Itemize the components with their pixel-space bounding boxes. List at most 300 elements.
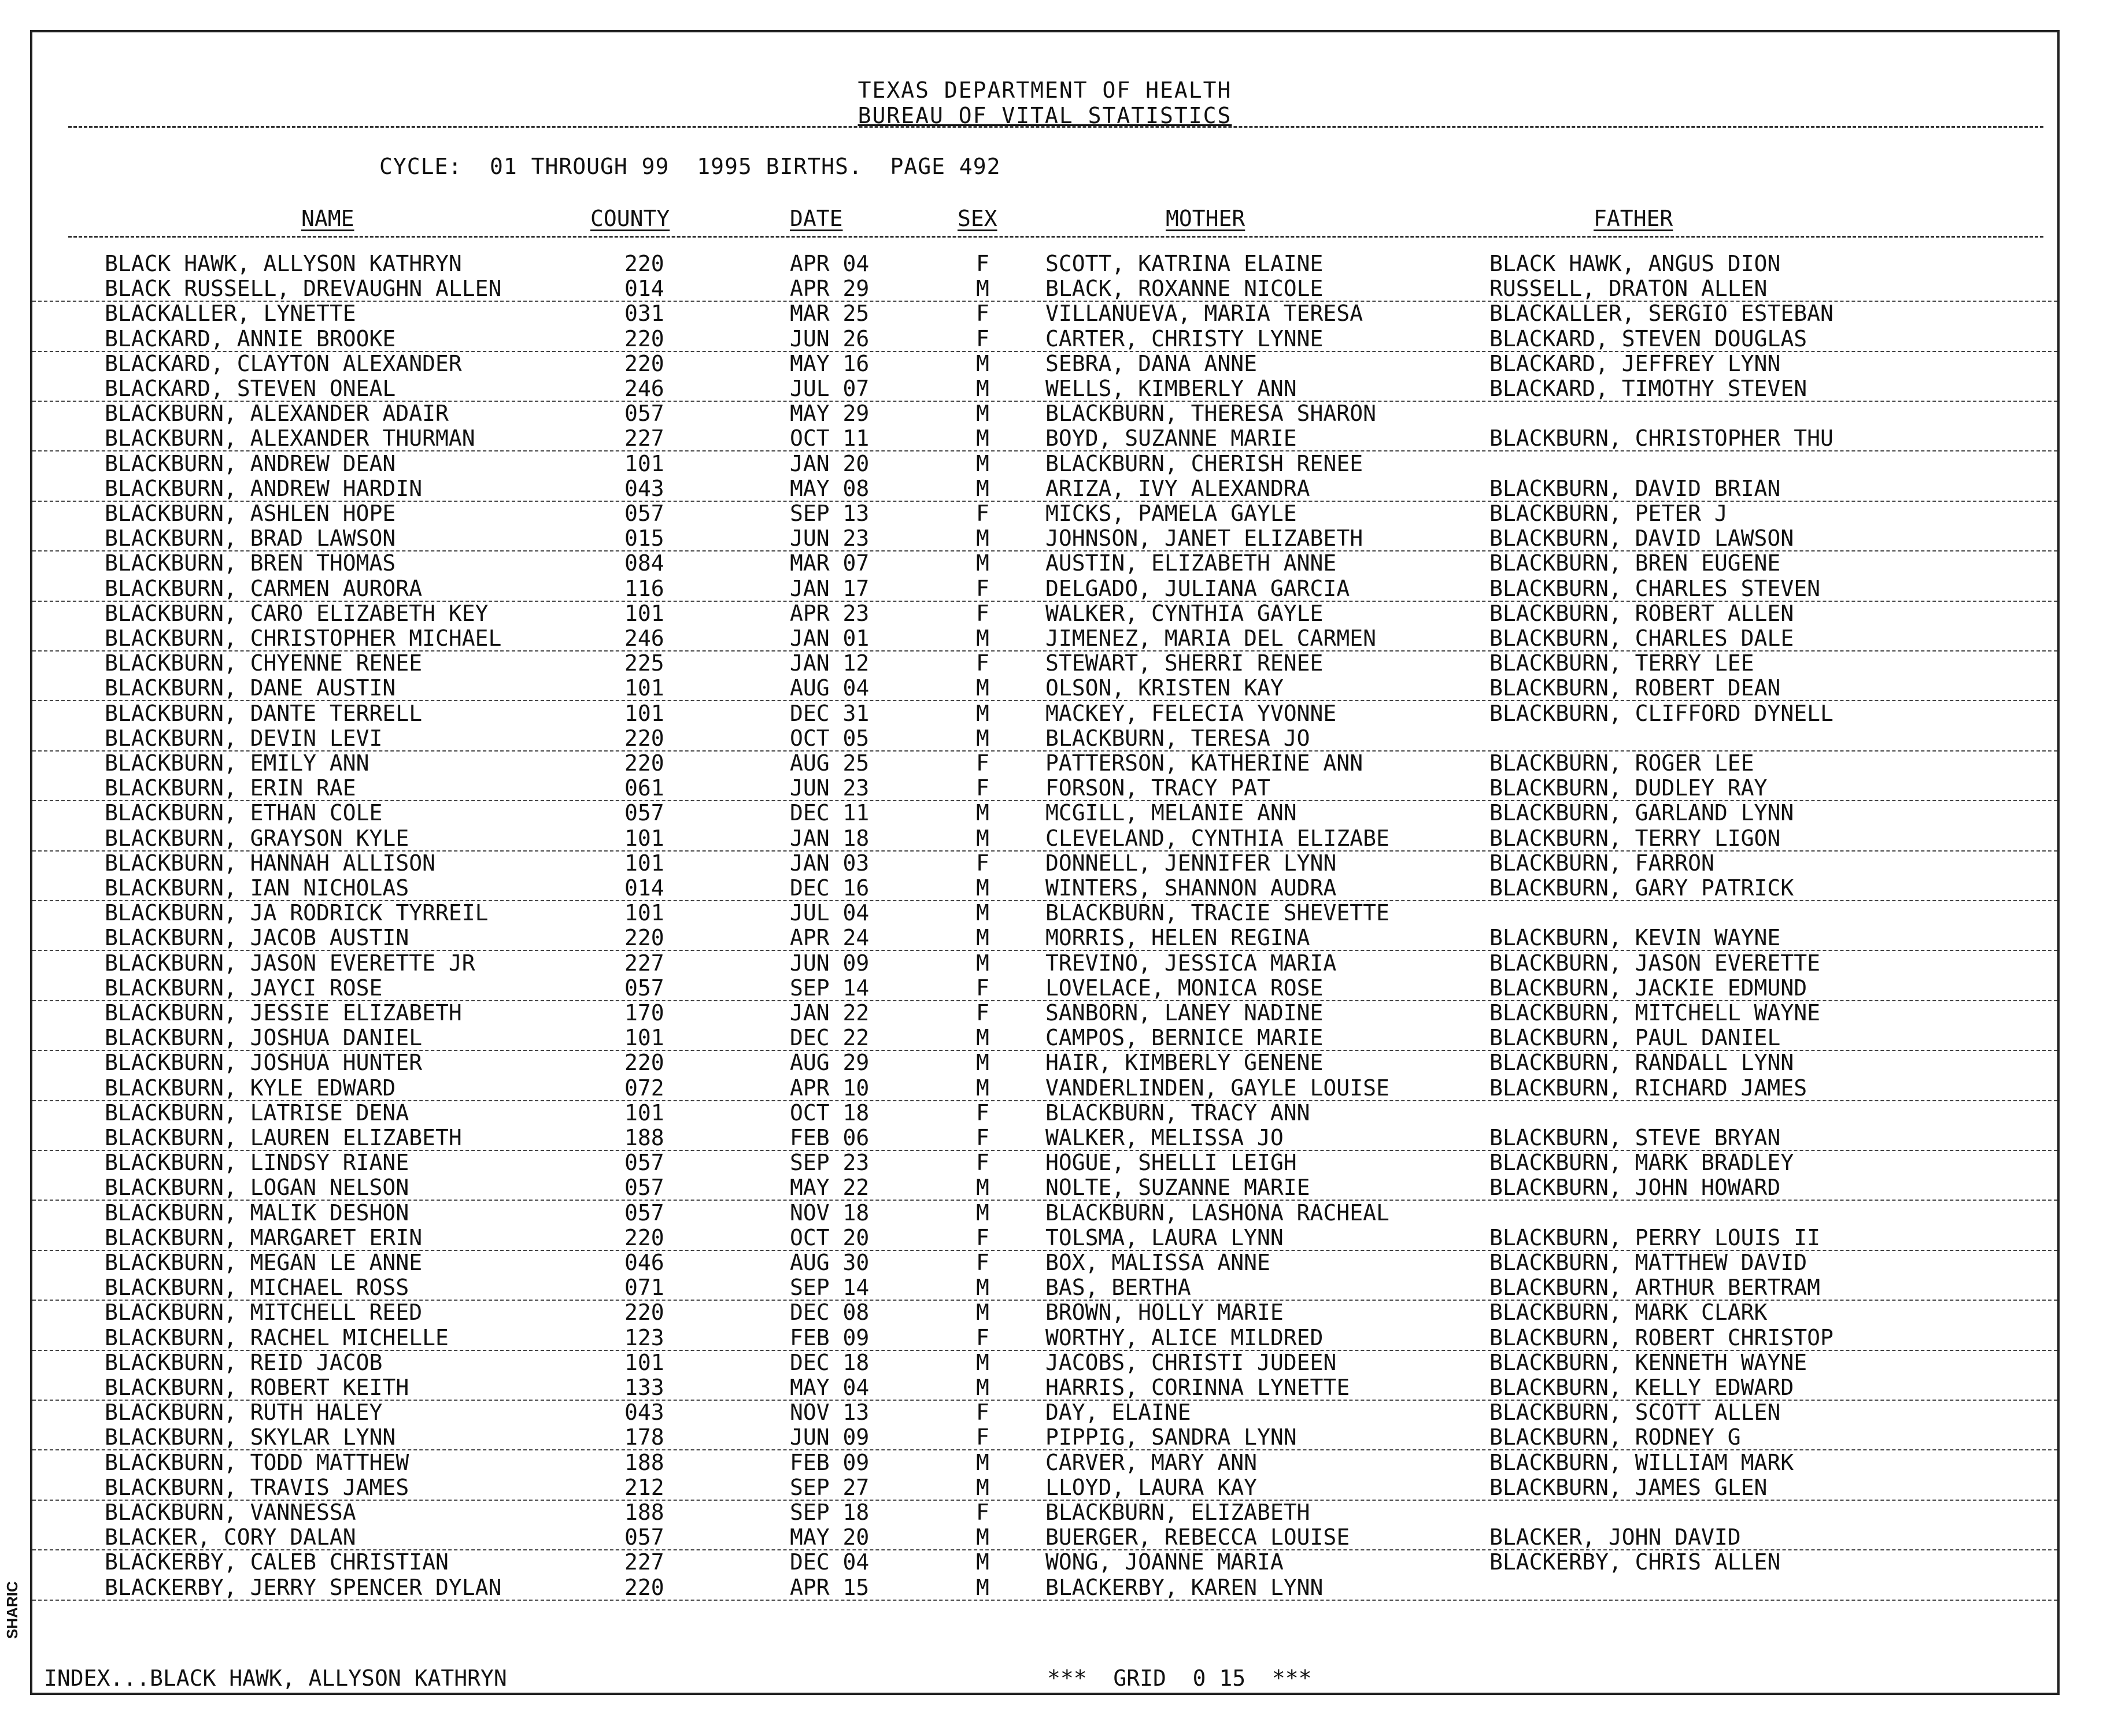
cell-mother: WONG, JOANNE MARIA [1045, 1549, 1284, 1575]
cell-name: BLACKBURN, LATRISE DENA [105, 1100, 409, 1126]
cell-name: BLACKBURN, CARMEN AURORA [105, 575, 423, 601]
cell-county: 212 [624, 1474, 664, 1500]
cell-father: BLACKBURN, JOHN HOWARD [1489, 1175, 1781, 1201]
cell-date: JAN 12 [790, 650, 870, 676]
cell-name: BLACKBURN, KYLE EDWARD [105, 1075, 396, 1101]
cell-date: NOV 13 [790, 1400, 870, 1426]
cell-name: BLACKBURN, ETHAN COLE [105, 800, 383, 826]
table-row [32, 1350, 2057, 1375]
cell-county: 043 [624, 475, 664, 501]
cell-father: BLACKBURN, BREN EUGENE [1489, 550, 1781, 576]
cell-father: BLACKBURN, ROGER LEE [1489, 750, 1754, 776]
cell-father: BLACKBURN, CLIFFORD DYNELL [1489, 700, 1834, 726]
table-row [32, 326, 2057, 352]
cell-sex: M [976, 925, 989, 951]
cell-father: BLACKBURN, PERRY LOUIS II [1489, 1224, 1820, 1250]
table-row [32, 1200, 2057, 1225]
cell-name: BLACKBURN, MICHAEL ROSS [105, 1275, 409, 1301]
cell-mother: WORTHY, ALICE MILDRED [1045, 1324, 1324, 1350]
table-row [32, 425, 2057, 451]
table-row [32, 1125, 2057, 1151]
cell-mother: PIPPIG, SANDRA LYNN [1045, 1424, 1297, 1450]
cell-father: BLACKBURN, KEVIN WAYNE [1489, 925, 1781, 951]
cell-county: 220 [624, 750, 664, 776]
cell-father: BLACKBURN, ROBERT CHRISTOP [1489, 1324, 1834, 1350]
cell-name: BLACKBURN, ALEXANDER THURMAN [105, 425, 475, 451]
cell-mother: FORSON, TRACY PAT [1045, 775, 1270, 801]
table-row [32, 1400, 2057, 1424]
cell-sex: F [976, 301, 989, 327]
cell-mother: BLACKERBY, KAREN LYNN [1045, 1574, 1324, 1600]
cell-father: BLACKBURN, ROBERT ALLEN [1489, 600, 1794, 626]
cell-name: BLACKBURN, ERIN RAE [105, 775, 356, 801]
cell-date: JUL 04 [790, 900, 870, 926]
cell-date: APR 15 [790, 1574, 870, 1600]
cell-father: BLACKBURN, KELLY EDWARD [1489, 1375, 1794, 1400]
cell-county: 101 [624, 450, 664, 476]
table-row [32, 1150, 2057, 1175]
cell-county: 188 [624, 1125, 664, 1150]
cell-sex: M [976, 800, 989, 826]
cell-date: JAN 17 [790, 575, 870, 601]
cell-mother: TOLSMA, LAURA LYNN [1045, 1224, 1284, 1250]
cell-father: BLACKARD, JEFFREY LYNN [1489, 350, 1781, 376]
index-line: INDEX...BLACK HAWK, ALLYSON KATHRYN [44, 1665, 507, 1691]
cell-date: SEP 13 [790, 501, 870, 526]
cell-county: 101 [624, 600, 664, 626]
table-row [32, 601, 2057, 625]
cell-name: BLACKBURN, JASON EVERETTE JR [105, 950, 475, 976]
cell-mother: WALKER, MELISSA JO [1045, 1125, 1284, 1150]
cell-mother: LOVELACE, MONICA ROSE [1045, 975, 1324, 1001]
cell-name: BLACKBURN, JA RODRICK TYRREIL [105, 900, 489, 926]
table-row [32, 1175, 2057, 1201]
cell-name: BLACK RUSSELL, DREVAUGHN ALLEN [105, 276, 502, 302]
cell-mother: VILLANUEVA, MARIA TERESA [1045, 301, 1363, 327]
cell-sex: F [976, 775, 989, 801]
table-row [32, 726, 2057, 752]
cell-name: BLACKBURN, LINDSY RIANE [105, 1150, 409, 1176]
cell-father: BLACKBURN, CHARLES DALE [1489, 625, 1794, 651]
cell-father: BLACK HAWK, ANGUS DION [1489, 251, 1781, 276]
cell-date: MAY 04 [790, 1375, 870, 1400]
cell-date: OCT 20 [790, 1224, 870, 1250]
cell-mother: OLSON, KRISTEN KAY [1045, 675, 1284, 701]
cell-date: DEC 31 [790, 700, 870, 726]
cell-sex: F [976, 575, 989, 601]
cell-father: BLACKBURN, RODNEY G [1489, 1424, 1741, 1450]
cell-sex: F [976, 650, 989, 676]
cell-county: 220 [624, 325, 664, 351]
cell-name: BLACKBURN, MITCHELL REED [105, 1300, 423, 1326]
cell-sex: F [976, 1224, 989, 1250]
table-row [32, 1050, 2057, 1075]
cell-mother: JIMENEZ, MARIA DEL CARMEN [1045, 625, 1376, 651]
cell-date: MAY 16 [790, 350, 870, 376]
cell-date: AUG 04 [790, 675, 870, 701]
cell-name: BLACKBURN, REID JACOB [105, 1349, 383, 1375]
cell-mother: TREVINO, JESSICA MARIA [1045, 950, 1337, 976]
cell-sex: M [976, 1275, 989, 1301]
cell-mother: BROWN, HOLLY MARIE [1045, 1300, 1284, 1326]
cell-date: JUL 07 [790, 376, 870, 401]
cell-sex: M [976, 725, 989, 751]
cell-mother: HAIR, KIMBERLY GENENE [1045, 1050, 1324, 1076]
cell-father: BLACKBURN, PETER J [1489, 501, 1728, 526]
cell-county: 084 [624, 550, 664, 576]
agency-title: TEXAS DEPARTMENT OF HEALTH [857, 77, 1232, 103]
cell-mother: MACKEY, FELECIA YVONNE [1045, 700, 1337, 726]
cell-father: BLACKBURN, MARK BRADLEY [1489, 1150, 1794, 1176]
table-row [32, 276, 2057, 302]
cell-name: BLACKBURN, CARO ELIZABETH KEY [105, 600, 489, 626]
table-row [32, 376, 2057, 402]
cell-father: BLACKBURN, DAVID LAWSON [1489, 525, 1794, 551]
cell-sex: F [976, 750, 989, 776]
cell-mother: WINTERS, SHANNON AUDRA [1045, 875, 1337, 901]
cell-mother: STEWART, SHERRI RENEE [1045, 650, 1324, 676]
cell-county: 246 [624, 625, 664, 651]
cell-county: 220 [624, 925, 664, 951]
cell-date: FEB 09 [790, 1449, 870, 1475]
cell-mother: DELGADO, JULIANA GARCIA [1045, 575, 1350, 601]
cell-name: BLACKERBY, JERRY SPENCER DYLAN [105, 1574, 502, 1600]
cell-date: DEC 04 [790, 1549, 870, 1575]
cell-sex: F [976, 501, 989, 526]
cell-sex: M [976, 1050, 989, 1076]
cell-county: 057 [624, 975, 664, 1001]
cell-date: FEB 09 [790, 1324, 870, 1350]
cell-mother: ARIZA, IVY ALEXANDRA [1045, 475, 1310, 501]
cell-date: JUN 09 [790, 950, 870, 976]
column-header-date: DATE [790, 206, 843, 231]
cell-county: 057 [624, 401, 664, 427]
table-row [32, 750, 2057, 775]
cell-name: BLACKARD, CLAYTON ALEXANDER [105, 350, 462, 376]
cell-mother: HOGUE, SHELLI LEIGH [1045, 1150, 1297, 1176]
cell-name: BLACKBURN, JOSHUA HUNTER [105, 1050, 423, 1076]
cell-county: 101 [624, 1025, 664, 1051]
cell-county: 220 [624, 251, 664, 276]
cell-sex: M [976, 1549, 989, 1575]
cell-father: BLACKBURN, MITCHELL WAYNE [1489, 1000, 1820, 1026]
cell-date: DEC 22 [790, 1025, 870, 1051]
cell-sex: F [976, 1400, 989, 1426]
cell-father: BLACKBURN, FARRON [1489, 850, 1714, 876]
cell-county: 188 [624, 1500, 664, 1525]
cell-father: BLACKBURN, MARK CLARK [1489, 1300, 1768, 1326]
cell-county: 225 [624, 650, 664, 676]
cell-date: JUN 09 [790, 1424, 870, 1450]
table-row [32, 1075, 2057, 1101]
cell-county: 220 [624, 1224, 664, 1250]
cell-name: BLACKBURN, ASHLEN HOPE [105, 501, 396, 526]
cell-date: JAN 18 [790, 825, 870, 851]
cell-county: 061 [624, 775, 664, 801]
table-row [32, 1275, 2057, 1301]
cell-name: BLACKBURN, BRAD LAWSON [105, 525, 396, 551]
cell-name: BLACKBURN, RACHEL MICHELLE [105, 1324, 449, 1350]
cell-name: BLACKBURN, LOGAN NELSON [105, 1175, 409, 1201]
cell-mother: WELLS, KIMBERLY ANN [1045, 376, 1297, 401]
cell-sex: M [976, 1449, 989, 1475]
cell-father: BLACKBURN, RANDALL LYNN [1489, 1050, 1794, 1076]
cell-date: DEC 11 [790, 800, 870, 826]
cell-sex: M [976, 450, 989, 476]
cell-sex: M [976, 1200, 989, 1226]
cell-father: BLACKBURN, PAUL DANIEL [1489, 1025, 1781, 1051]
cell-sex: M [976, 1349, 989, 1375]
cell-county: 101 [624, 1100, 664, 1126]
cell-date: APR 10 [790, 1075, 870, 1101]
cell-date: SEP 27 [790, 1474, 870, 1500]
cell-sex: M [976, 825, 989, 851]
cell-sex: M [976, 475, 989, 501]
cell-father: BLACKARD, STEVEN DOUGLAS [1489, 325, 1807, 351]
cell-sex: F [976, 850, 989, 876]
table-row [32, 576, 2057, 602]
table-row [32, 1500, 2057, 1524]
table-row [32, 351, 2057, 376]
cell-father: BLACKBURN, ROBERT DEAN [1489, 675, 1781, 701]
cell-name: BLACKER, CORY DALAN [105, 1524, 356, 1550]
column-divider [68, 236, 2043, 238]
grid-indicator: *** GRID 0 15 *** [1047, 1665, 1312, 1691]
cell-sex: F [976, 325, 989, 351]
cell-name: BLACKBURN, TRAVIS JAMES [105, 1474, 409, 1500]
table-row [32, 1325, 2057, 1351]
cell-date: JAN 01 [790, 625, 870, 651]
cell-county: 188 [624, 1449, 664, 1475]
cell-county: 227 [624, 950, 664, 976]
cell-mother: BUERGER, REBECCA LOUISE [1045, 1524, 1350, 1550]
cell-date: AUG 30 [790, 1250, 870, 1275]
cell-sex: M [976, 1375, 989, 1400]
cell-mother: CARTER, CHRISTY LYNNE [1045, 325, 1324, 351]
table-row [32, 1424, 2057, 1450]
cell-father: BLACKBURN, RICHARD JAMES [1489, 1075, 1807, 1101]
cell-name: BLACKBURN, DANE AUSTIN [105, 675, 396, 701]
table-row [32, 550, 2057, 575]
cell-county: 178 [624, 1424, 664, 1450]
table-row [32, 1475, 2057, 1501]
table-row [32, 1100, 2057, 1125]
table-row [32, 1250, 2057, 1275]
cell-sex: F [976, 1500, 989, 1525]
table-row [32, 1000, 2057, 1025]
cell-mother: PATTERSON, KATHERINE ANN [1045, 750, 1363, 776]
cell-father: BLACKBURN, SCOTT ALLEN [1489, 1400, 1781, 1426]
cell-mother: VANDERLINDEN, GAYLE LOUISE [1045, 1075, 1389, 1101]
cell-date: DEC 16 [790, 875, 870, 901]
cell-mother: SCOTT, KATRINA ELAINE [1045, 251, 1324, 276]
table-row [32, 800, 2057, 825]
cell-mother: DAY, ELAINE [1045, 1400, 1191, 1426]
microfiche-page [30, 30, 2060, 1695]
cell-date: FEB 06 [790, 1125, 870, 1150]
cell-name: BLACKALLER, LYNETTE [105, 301, 356, 327]
cell-father: BLACKBURN, KENNETH WAYNE [1489, 1349, 1807, 1375]
cell-date: JAN 22 [790, 1000, 870, 1026]
table-row [32, 925, 2057, 951]
cell-name: BLACKARD, STEVEN ONEAL [105, 376, 396, 401]
cell-mother: JACOBS, CHRISTI JUDEEN [1045, 1349, 1337, 1375]
cell-name: BLACKBURN, JACOB AUSTIN [105, 925, 409, 951]
cell-mother: HARRIS, CORINNA LYNETTE [1045, 1375, 1350, 1400]
table-row [32, 451, 2057, 476]
cell-date: JUN 23 [790, 775, 870, 801]
cell-county: 057 [624, 501, 664, 526]
table-row [32, 1225, 2057, 1251]
cell-county: 101 [624, 850, 664, 876]
cell-mother: BOYD, SUZANNE MARIE [1045, 425, 1297, 451]
cell-sex: M [976, 675, 989, 701]
cell-mother: BLACKBURN, TERESA JO [1045, 725, 1310, 751]
cell-name: BLACKBURN, ANDREW HARDIN [105, 475, 423, 501]
table-row [32, 476, 2057, 502]
cell-mother: CAMPOS, BERNICE MARIE [1045, 1025, 1324, 1051]
cell-name: BLACKBURN, CHRISTOPHER MICHAEL [105, 625, 502, 651]
table-row [32, 251, 2057, 276]
cell-sex: M [976, 875, 989, 901]
column-header-name: NAME [301, 206, 354, 231]
cell-sex: M [976, 376, 989, 401]
cell-date: MAR 07 [790, 550, 870, 576]
cell-date: MAY 20 [790, 1524, 870, 1550]
cell-name: BLACKBURN, MEGAN LE ANNE [105, 1250, 423, 1275]
cell-name: BLACKBURN, EMILY ANN [105, 750, 369, 776]
cell-mother: BLACKBURN, TRACY ANN [1045, 1100, 1310, 1126]
side-label: SHARIC [3, 1581, 21, 1639]
cell-date: MAY 08 [790, 475, 870, 501]
cell-county: 170 [624, 1000, 664, 1026]
cell-father: BLACKER, JOHN DAVID [1489, 1524, 1741, 1550]
cell-county: 220 [624, 1050, 664, 1076]
cell-sex: F [976, 1150, 989, 1176]
cell-sex: M [976, 1474, 989, 1500]
cell-mother: CARVER, MARY ANN [1045, 1449, 1258, 1475]
cell-mother: BLACK, ROXANNE NICOLE [1045, 276, 1324, 302]
cell-sex: M [976, 1524, 989, 1550]
cell-county: 057 [624, 1150, 664, 1176]
cell-mother: AUSTIN, ELIZABETH ANNE [1045, 550, 1337, 576]
table-row [32, 1549, 2057, 1574]
cell-county: 101 [624, 675, 664, 701]
cell-mother: MICKS, PAMELA GAYLE [1045, 501, 1297, 526]
cell-sex: M [976, 401, 989, 427]
cell-date: SEP 18 [790, 1500, 870, 1525]
cell-mother: SEBRA, DANA ANNE [1045, 350, 1258, 376]
cell-father: BLACKBURN, STEVE BRYAN [1489, 1125, 1781, 1150]
header-divider [68, 126, 2043, 128]
cell-father: BLACKBURN, CHRISTOPHER THU [1489, 425, 1834, 451]
table-row [32, 525, 2057, 551]
column-header-county: COUNTY [590, 206, 670, 231]
cell-sex: F [976, 600, 989, 626]
cell-name: BLACKBURN, ROBERT KEITH [105, 1375, 409, 1400]
table-row [32, 1575, 2057, 1601]
table-row [32, 1450, 2057, 1475]
table-row [32, 1025, 2057, 1051]
cell-sex: M [976, 550, 989, 576]
cell-county: 220 [624, 1574, 664, 1600]
cell-name: BLACKBURN, BREN THOMAS [105, 550, 396, 576]
cell-father: BLACKBURN, JASON EVERETTE [1489, 950, 1820, 976]
cell-county: 246 [624, 376, 664, 401]
cell-county: 101 [624, 825, 664, 851]
cell-county: 057 [624, 1524, 664, 1550]
cell-sex: M [976, 1175, 989, 1201]
cell-date: JUN 23 [790, 525, 870, 551]
cell-mother: BLACKBURN, CHERISH RENEE [1045, 450, 1363, 476]
cell-name: BLACKBURN, DANTE TERRELL [105, 700, 423, 726]
table-row [32, 675, 2057, 701]
cell-sex: M [976, 1075, 989, 1101]
cell-date: SEP 14 [790, 975, 870, 1001]
cell-county: 220 [624, 350, 664, 376]
cell-mother: BLACKBURN, ELIZABETH [1045, 1500, 1310, 1525]
cell-sex: M [976, 1574, 989, 1600]
cell-mother: BAS, BERTHA [1045, 1275, 1191, 1301]
table-row [32, 875, 2057, 901]
cell-date: SEP 23 [790, 1150, 870, 1176]
cell-sex: M [976, 1025, 989, 1051]
cell-county: 227 [624, 1549, 664, 1575]
cell-name: BLACKBURN, JAYCI ROSE [105, 975, 383, 1001]
table-row [32, 1300, 2057, 1324]
column-header-sex: SEX [958, 206, 997, 231]
cell-sex: M [976, 950, 989, 976]
cell-county: 046 [624, 1250, 664, 1275]
cell-sex: M [976, 425, 989, 451]
cell-county: 072 [624, 1075, 664, 1101]
cell-sex: M [976, 1300, 989, 1326]
table-row [32, 650, 2057, 675]
cell-county: 015 [624, 525, 664, 551]
cell-county: 014 [624, 276, 664, 302]
cell-name: BLACKBURN, SKYLAR LYNN [105, 1424, 396, 1450]
cell-father: BLACKBURN, GARY PATRICK [1489, 875, 1794, 901]
cell-county: 057 [624, 800, 664, 826]
cycle-line: CYCLE: 01 THROUGH 99 1995 BIRTHS. PAGE 492 [379, 154, 1001, 179]
cell-sex: F [976, 1100, 989, 1126]
cell-sex: F [976, 251, 989, 276]
table-row [32, 1375, 2057, 1401]
table-row [32, 625, 2057, 652]
table-row [32, 850, 2057, 875]
cell-county: 057 [624, 1175, 664, 1201]
table-row [32, 775, 2057, 801]
cell-county: 014 [624, 875, 664, 901]
column-header-mother: MOTHER [1166, 206, 1245, 231]
cell-county: 227 [624, 425, 664, 451]
cell-date: AUG 25 [790, 750, 870, 776]
cell-name: BLACKBURN, DEVIN LEVI [105, 725, 383, 751]
cell-mother: SANBORN, LANEY NADINE [1045, 1000, 1324, 1026]
cell-sex: M [976, 700, 989, 726]
cell-name: BLACKBURN, RUTH HALEY [105, 1400, 383, 1426]
cell-date: OCT 05 [790, 725, 870, 751]
cell-county: 071 [624, 1275, 664, 1301]
bureau-title: BUREAU OF VITAL STATISTICS [857, 103, 1232, 128]
cell-father: BLACKBURN, DAVID BRIAN [1489, 475, 1781, 501]
cell-name: BLACKBURN, IAN NICHOLAS [105, 875, 409, 901]
cell-date: SEP 14 [790, 1275, 870, 1301]
cell-sex: F [976, 1000, 989, 1026]
cell-county: 123 [624, 1324, 664, 1350]
cell-county: 133 [624, 1375, 664, 1400]
cell-sex: F [976, 1125, 989, 1150]
